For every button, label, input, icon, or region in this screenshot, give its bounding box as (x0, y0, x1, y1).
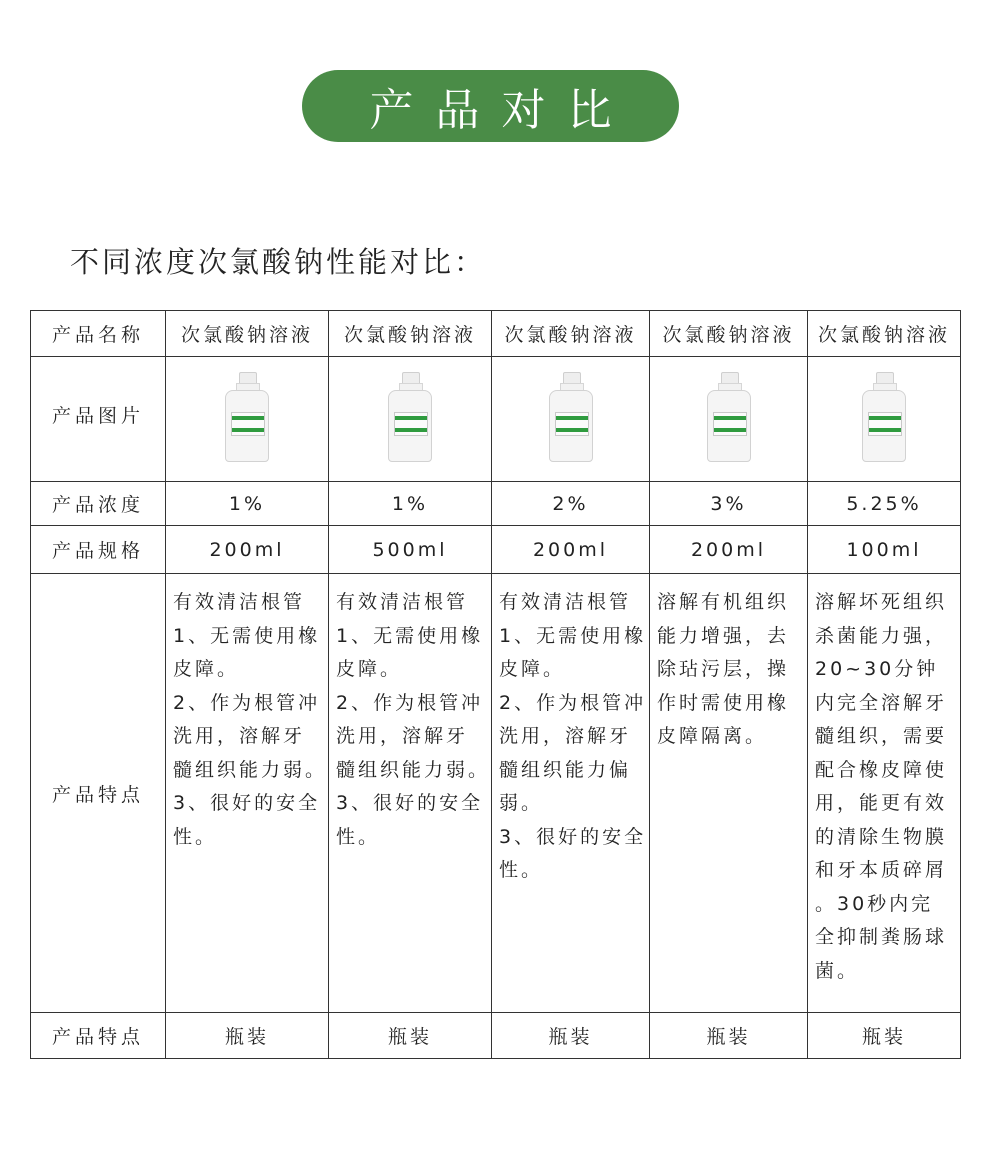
bottle-icon (707, 372, 751, 462)
comparison-subtitle: 不同浓度次氯酸钠性能对比： (70, 245, 487, 279)
product-features: 有效清洁根管 1、无需使用橡 皮障。 2、作为根管冲 洗用，溶解牙 髓组织能力偏 弱。 3、很好的安全 性。 (492, 574, 650, 1013)
product-image-cell (329, 357, 492, 482)
row-name (31, 311, 961, 357)
product-features: 有效清洁根管 1、无需使用橡 皮障。 2、作为根管冲 洗用，溶解牙 髓组织能力弱。 3、很好的安全 性。 (329, 574, 492, 1013)
row-image (31, 357, 961, 482)
product-packaging: 瓶装 (808, 1013, 961, 1059)
product-spec: 100ml (808, 526, 961, 574)
bottle-icon (225, 372, 269, 462)
bottle-icon (549, 372, 593, 462)
product-image-cell (808, 357, 961, 482)
bottle-icon (862, 372, 906, 462)
row-packaging (31, 1013, 961, 1059)
product-concentration: 5.25% (808, 482, 961, 526)
product-features: 溶解有机组织 能力增强，去 除玷污层，操 作时需使用橡 皮障隔离。 (650, 574, 808, 1013)
comparison-table (30, 310, 961, 1059)
banner-title: 产品对比 (302, 70, 679, 142)
row-label-image: 产品图片 (31, 357, 166, 482)
product-image-cell (492, 357, 650, 482)
product-features: 有效清洁根管 1、无需使用橡 皮障。 2、作为根管冲 洗用，溶解牙 髓组织能力弱。 3、很好的安全 性。 (166, 574, 329, 1013)
product-spec: 200ml (650, 526, 808, 574)
product-spec: 200ml (166, 526, 329, 574)
product-spec: 500ml (329, 526, 492, 574)
row-spec (31, 526, 961, 574)
product-spec: 200ml (492, 526, 650, 574)
product-name: 次氯酸钠溶液 (492, 311, 650, 357)
bottle-icon (388, 372, 432, 462)
row-label-name: 产品名称 (31, 311, 166, 357)
row-label-spec: 产品规格 (31, 526, 166, 574)
product-image-cell (650, 357, 808, 482)
product-features: 溶解坏死组织 杀菌能力强， 20~30分钟 内完全溶解牙 髓组织，需要 配合橡皮障使 用，能更有效 的清除生物膜 和牙本质碎屑 。30秒内完 全抑制粪肠球 菌。 (808, 574, 961, 1013)
product-name: 次氯酸钠溶液 (808, 311, 961, 357)
product-concentration: 1% (166, 482, 329, 526)
row-concentration (31, 482, 961, 526)
product-name: 次氯酸钠溶液 (650, 311, 808, 357)
product-name: 次氯酸钠溶液 (166, 311, 329, 357)
product-packaging: 瓶装 (329, 1013, 492, 1059)
row-label-features: 产品特点 (31, 574, 166, 1013)
row-label-packaging: 产品特点 (31, 1013, 166, 1059)
product-concentration: 1% (329, 482, 492, 526)
product-concentration: 3% (650, 482, 808, 526)
product-concentration: 2% (492, 482, 650, 526)
product-packaging: 瓶装 (166, 1013, 329, 1059)
product-packaging: 瓶装 (650, 1013, 808, 1059)
row-features (31, 574, 961, 1013)
product-packaging: 瓶装 (492, 1013, 650, 1059)
product-name: 次氯酸钠溶液 (329, 311, 492, 357)
product-image-cell (166, 357, 329, 482)
row-label-concentration: 产品浓度 (31, 482, 166, 526)
